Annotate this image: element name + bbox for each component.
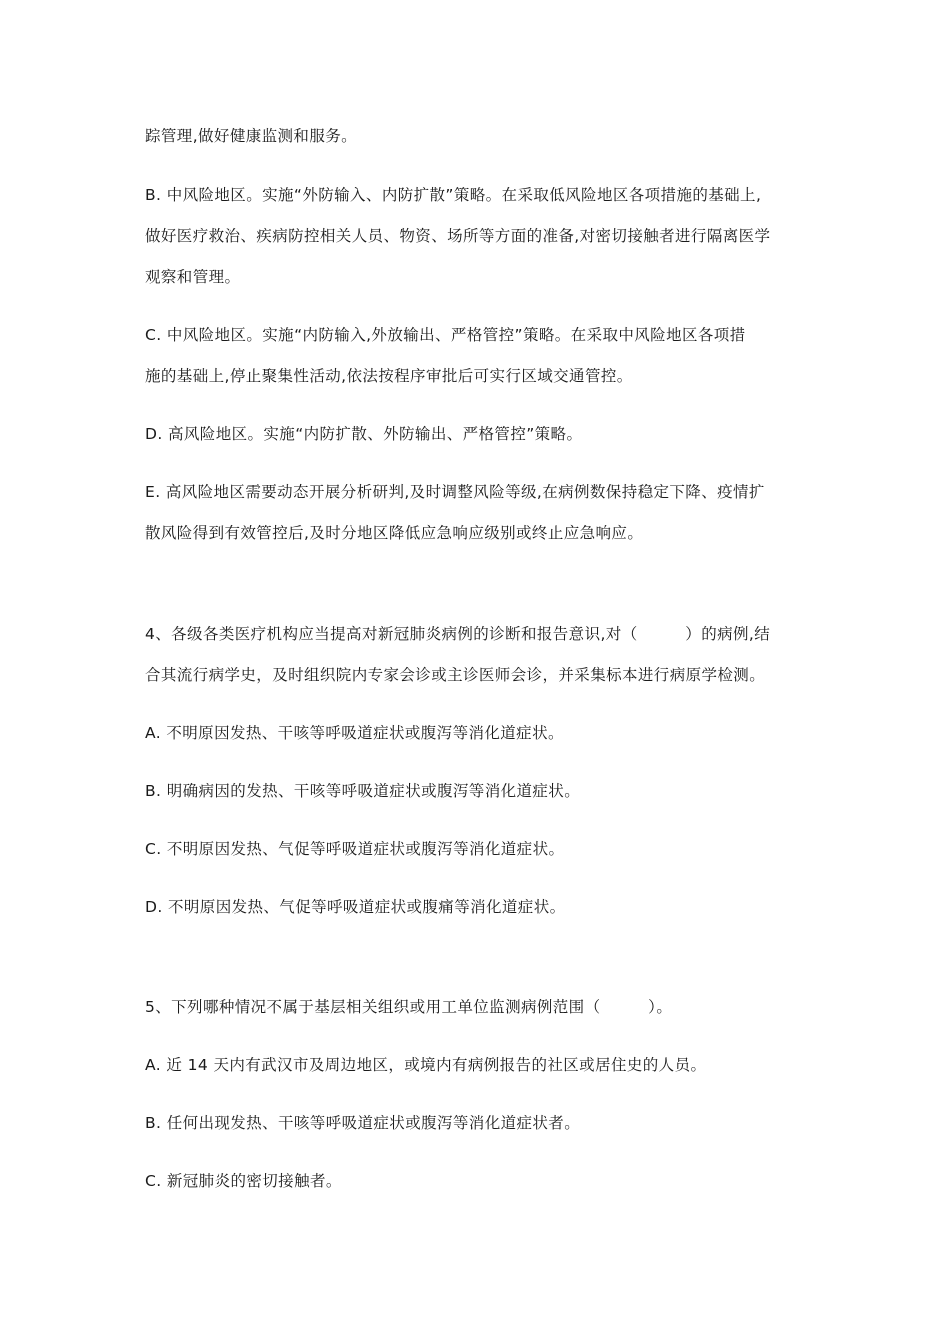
q4-option-c: C. 不明原因发热、气促等呼吸道症状或腹泻等消化道症状。	[145, 840, 565, 858]
q5-option-b: B. 任何出现发热、干咳等呼吸道症状或腹泻等消化道症状者。	[145, 1114, 581, 1132]
question-4: 4、各级各类医疗机构应当提高对新冠肺炎病例的诊断和报告意识,对（ ）的病例,结	[145, 625, 771, 643]
option-d-high-risk: D. 高风险地区。实施“内防扩散、外防输出、严格管控”策略。	[145, 425, 583, 443]
option-b-medium-risk: B. 中风险地区。实施“外防输入、内防扩散”策略。在采取低风险地区各项措施的基础上,	[145, 186, 762, 204]
option-e-high-risk: E. 高风险地区需要动态开展分析研判,及时调整风险等级,在病例数保持稳定下降、疫情扩	[145, 483, 765, 501]
q4-option-a: A. 不明原因发热、干咳等呼吸道症状或腹泻等消化道症状。	[145, 724, 564, 742]
text-line: 观察和管理。	[145, 268, 241, 286]
question-5: 5、下列哪种情况不属于基层相关组织或用工单位监测病例范围（ ）。	[145, 998, 673, 1016]
option-c-medium-risk: C. 中风险地区。实施“内防输入,外放输出、严格管控”策略。在采取中风险地区各项措	[145, 326, 746, 344]
q5-option-c: C. 新冠肺炎的密切接触者。	[145, 1172, 342, 1190]
text-line: 合其流行病学史，及时组织院内专家会诊或主诊医师会诊，并采集标本进行病原学检测。	[145, 666, 766, 684]
text-line: 散风险得到有效管控后,及时分地区降低应急响应级别或终止应急响应。	[145, 524, 644, 542]
text-line: 施的基础上,停止聚集性活动,依法按程序审批后可实行区域交通管控。	[145, 367, 633, 385]
text-line: 做好医疗救治、疾病防控相关人员、物资、场所等方面的准备,对密切接触者进行隔离医学	[145, 227, 771, 245]
text-line: 踪管理,做好健康监测和服务。	[145, 127, 358, 145]
q4-option-b: B. 明确病因的发热、干咳等呼吸道症状或腹泻等消化道症状。	[145, 782, 581, 800]
q4-option-d: D. 不明原因发热、气促等呼吸道症状或腹痛等消化道症状。	[145, 898, 566, 916]
q5-option-a: A. 近 14 天内有武汉市及周边地区，或境内有病例报告的社区或居住史的人员。	[145, 1056, 707, 1074]
